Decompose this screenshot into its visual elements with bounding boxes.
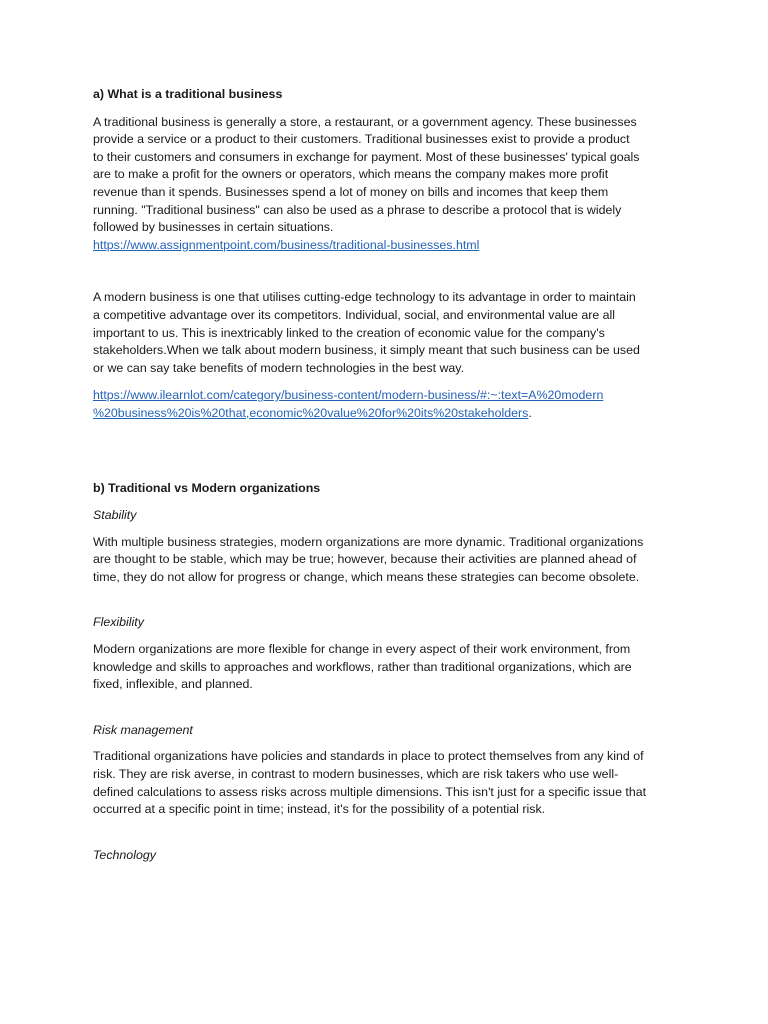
stability-subheading: Stability bbox=[93, 508, 137, 523]
document-page bbox=[93, 86, 683, 873]
paragraph-line: a competitive advantage over its competitors. Individual, social, and environmental value are all bbox=[93, 307, 616, 322]
paragraph-line: With multiple business strategies, modern organizations are more dynamic. Traditional organizations bbox=[93, 534, 644, 549]
paragraph-line: knowledge and skills to approaches and workflows, rather than traditional organizations, which are bbox=[93, 659, 632, 674]
paragraph-line: are thought to be stable, which may be true; however, because their activities are planned ahead of bbox=[93, 552, 637, 567]
paragraph-line: followed by businesses in certain situations. bbox=[93, 220, 334, 235]
paragraph-line: A traditional business is generally a store, a restaurant, or a government agency. These businesses bbox=[93, 114, 637, 129]
risk-management-paragraph bbox=[93, 748, 683, 818]
paragraph-line: running. "Traditional business" can also be used as a phrase to describe a protocol that is widely bbox=[93, 202, 622, 217]
paragraph-line: to their customers and consumers in exchange for payment. Most of these businesses' typical goals bbox=[93, 149, 640, 164]
traditional-business-paragraph bbox=[93, 114, 683, 237]
ilearnlot-link-block bbox=[93, 387, 683, 422]
modern-business-paragraph bbox=[93, 289, 683, 377]
ilearnlot-link-line2[interactable]: %20business%20is%20that,economic%20value%20for%20its%20stakeholders bbox=[93, 405, 529, 420]
paragraph-line: time, they do not allow for progress or change, which means these strategies can become obsolete. bbox=[93, 569, 640, 584]
paragraph-line: Traditional organizations have policies and standards in place to protect themselves from any kind of bbox=[93, 749, 644, 764]
paragraph-line: revenue than it spends. Businesses spend a lot of money on bills and incomes that keep them bbox=[93, 184, 609, 199]
paragraph-line: defined calculations to assess risks across multiple dimensions. This isn't just for a specific issue that bbox=[93, 784, 647, 799]
technology-subheading: Technology bbox=[93, 847, 156, 862]
section-b-heading: b) Traditional vs Modern organizations bbox=[93, 480, 321, 495]
link-period: . bbox=[528, 405, 532, 420]
paragraph-line: fixed, inflexible, and planned. bbox=[93, 677, 253, 692]
risk-management-subheading: Risk management bbox=[93, 722, 193, 737]
section-a-heading: a) What is a traditional business bbox=[93, 87, 283, 101]
paragraph-line: A modern business is one that utilises cutting-edge technology to its advantage in order to maintain bbox=[93, 290, 636, 305]
paragraph-line: important to us. This is inextricably linked to the creation of economic value for the company's bbox=[93, 325, 605, 340]
paragraph-line: provide a service or a product to their customers. Traditional businesses exist to provide a product bbox=[93, 132, 630, 147]
stability-paragraph bbox=[93, 534, 683, 587]
paragraph-line: risk. They are risk averse, in contrast to modern businesses, which are risk takers who use well- bbox=[93, 767, 619, 782]
assignmentpoint-link[interactable]: https://www.assignmentpoint.com/business/traditional-businesses.html bbox=[93, 237, 480, 252]
paragraph-line: stakeholders.When we talk about modern business, it simply meant that such business can be used bbox=[93, 343, 640, 358]
flexibility-paragraph bbox=[93, 641, 683, 694]
paragraph-line: are to make a profit for the owners or operators, which means the company makes more profit bbox=[93, 167, 609, 182]
paragraph-line: or we can say take benefits of modern technologies in the best way. bbox=[93, 360, 465, 375]
paragraph-line: occurred at a specific point in time; instead, it's for the possibility of a potential risk. bbox=[93, 802, 546, 817]
paragraph-line: Modern organizations are more flexible for change in every aspect of their work environment, from bbox=[93, 642, 631, 657]
flexibility-subheading: Flexibility bbox=[93, 615, 144, 630]
ilearnlot-link-line1[interactable]: https://www.ilearnlot.com/category/business-content/modern-business/#:~:text=A%20modern bbox=[93, 388, 604, 403]
